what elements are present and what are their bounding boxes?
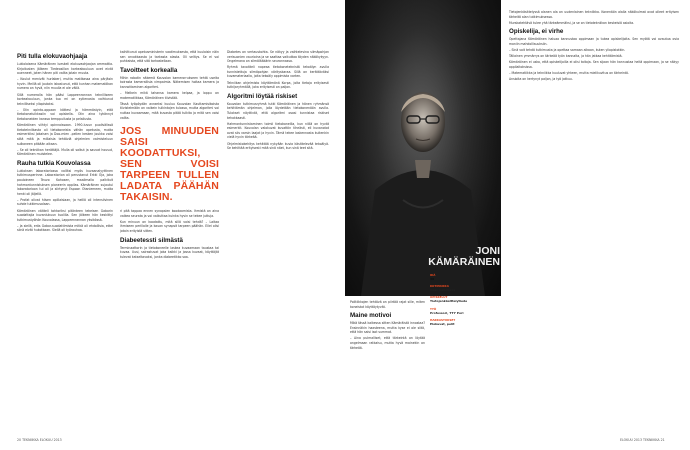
paragraph: Lukiolaisena Kämäräinen lueskeli elokuvaohjaajan ammattia. Kirjoitusten jälkeen Tiedeosillon korkeakouluun ovet eivät auenneet, joten hänen piti valita jotain muuta. (17, 62, 113, 76)
fact-label-work: TYÖ (430, 306, 437, 311)
paragraph: – Matematiikka ja tekniikka kuuluvat yhteen, mutta mielikuvitus on tärkeintä. (509, 70, 629, 75)
paragraph: Lukioksen laboratoriossa vallitsi myös kuvaanalyyttinen tutkimusperinne. Laboratorion oli perustanut Erkki Oja, joka pauloineen Teuvo Kohosen, maailmalla palkituit hahmontunnistuksen pioneerin oppilas. Kämäräinen sujautui laboratorioon tui oli ja siirtynyt Espoon Otaniemeen, mutta henki oli jäljellä. (17, 168, 113, 196)
fact-label-age: IKÄ (430, 273, 436, 277)
paragraph: Kun minuun on koodattu, mitä sillä voisi tehdä? – Laitaa ihmiseen perillalle ja kauan synapsit tarpeen päähän. Ellei olisi jotain erityistä sitten. (120, 219, 219, 233)
paragraph: Tällainen ymmärrys on tärkeää työn kannalta, ja hän jatkaa kehittämistä. (509, 54, 623, 59)
subheading-kouvola: Rauha tutkia Kouvolassa (17, 159, 91, 167)
pull-quote: JOS MINUUDEN SAISI KOODATTUKSI, SEN VOISI TARPEEN TULLEN LADATA PÄÄHÄN TAKAISIN. (120, 125, 219, 204)
paragraph: Tietojenkäsittelyssä alanen ala on uudenlainen tekniikka. Konenäön alalla näkökulmat ovat olleet erityisen tärkeitä alan tutkimuksessa. (509, 10, 679, 19)
column-2 (120, 50, 219, 261)
column-5 (509, 10, 679, 435)
paragraph: ri pitä tappaa ennen synapsien koodaamista. Ihmistä on aina vaikea seurata ja voi vaikuttaa kuinka hyvin se tekee juttuja. (120, 209, 219, 218)
interviewee-name (420, 246, 500, 268)
subheading-algoritmi: Algoritmi löytää riskiset (227, 92, 298, 100)
fact-value-age: 38 (430, 277, 435, 282)
folio-left: 20 TEKNIIKKA ELOKUU 2013 (17, 438, 62, 442)
fact-box (430, 270, 501, 400)
paragraph: – Se oli tekniikan herättäjä. Mulla oli salkut ja sauvat housut, Kämäräinen muistelee. (17, 147, 113, 157)
name-last: KÄMÄRÄINEN (428, 256, 500, 268)
paragraph: Terminaattorin ja tietokoneelle laskea kuvaamaan taustaa tai kuvaa. Uusi, sairastuvat joka kaikki ja jossa kuvaat, käyttäjät tulevat katseltavaksi, jonka diabeetikko saa. (120, 245, 219, 259)
fact-value-hobby: Elokuvat, pelit (430, 321, 455, 326)
subheading-tavoitteet: Tavoitteet korkealla (120, 66, 178, 74)
column-4 (350, 300, 425, 435)
paragraph: Tekniikan ohjelmisto käyttämänä Korpa, jolta tietoja erityisesti tutkijaryhmällä, joka erityisesti on paljon. (227, 80, 329, 90)
paragraph: Diabetes on vertauskohta. Se näkyy ja vaihtelevina silmäpohjan verisuonien vaurioina ja se saattaa vaikuttaa täyden näkökykyyn. Ongelmana on silmälääkärin seurannassa. (227, 50, 329, 64)
paragraph: Opettajana Kämäräinen haluaa kannustaa oppimaan ja tukea opiskelijoita. Sen myötä voi avautua ovia moniin mahdollisuuksiin. (509, 37, 679, 46)
subheading-maine: Maine motivoi (350, 312, 392, 320)
subheading-opiskelija: Opiskelija, ei virhe (509, 28, 564, 36)
name-first: JONI (475, 245, 500, 257)
paragraph: Kouvolan tutkimusryhmä tutki Kämäräinen ja hänen ryhmänsä kehittämän ohjelman, jolla löydetään tietokonenäön avulla. Tulokset näyttivät, että algoritmi osasi tunnistaa riskiset tehokkaasti. (227, 101, 329, 120)
paragraph: Politiikkojen tehtävä on piirtää rajat sille, miten koneistot käyttäytyvät. (350, 300, 425, 309)
paragraph: – Sinä voit tehdä tutkimusta ja opettaa samaan aikaan, kuten yliopistotkin. (509, 47, 626, 52)
fact-value-education: Tietojenkäsittelytiede (430, 299, 468, 304)
paragraph: Ryhmä tavoitteli nopeaa tietokoneteknistä tekoälyn avulla tunnistettuja silmäpohjan värityskaraa. Sillä on kerättäväksi kuvamateriaalia, joita tekoäly oppimista varten. (227, 65, 329, 79)
paragraph: Tässä työpöydän avraeksi kuuluu Kouvolan Kauttamisikoista tiivistelmään on vaikein tulkintojen tulossa, mutta algoritmi voi nuttaa kuvaamaan, mitä kuvasta pitää tulkita ja mitä sen voisi valita. (120, 101, 219, 120)
subheading-diabeetessti: Diabeetessti silmästä (120, 236, 183, 244)
folio-right: ELOKUU 2013 TEKNIIKKA 21 (620, 438, 665, 442)
fact-value-work: Professori, TTY Pori (430, 310, 464, 315)
paragraph: Sillä numerolla hän pääsi Lappeenrannan teknilliseen korkeakouluun, jonka tuo mi on sytienosta vaihtunut teknilliseksi yliopistoksi. (17, 92, 113, 106)
paragraph: Ansioita on kertynyt paljon, ja työ jatkuu. (509, 76, 573, 81)
column-3 (227, 50, 329, 152)
paragraph: – Profat olivat hiisen opillaisiaan, ja heillä oli intensiivinen suhde tutkimusalaan. (17, 197, 113, 207)
fact-label-hometown: KOTIPAIKKA (430, 284, 449, 289)
paragraph: Kämäräinen väitteli tohtoriksi pitänteen tekeisen Gaborin suodattajia kuvanlukuun tuolilla. Sen jälkeen hän keskittyi tutkimustyöhön Kouvolassa, Lappeenrannan yksikössä. (17, 208, 113, 222)
paragraph: Ohjelmistokehitys kehittää nykyään kuvia käsittelevää tekoälyä. Se kehittää erityisesti mitä sinä näet, kun sinä teet sitä. (227, 141, 329, 151)
fact-label-education: OPISKELUT (430, 295, 448, 300)
paragraph: Kämäräinen ei usko, että opiskelijoilla ei olisi taitoja. Sen sijaan hän kannustaa heitä oppimaan, ja se näkyy oppilaitoksissa. (509, 60, 679, 69)
fact-value-hometown: Asuu Lahdessa (430, 288, 456, 293)
paragraph: – Aina pulmalliset, että tärkeintä on löytää ongelmaan ratkaisu, mutta hyvä mainekin on tärkeää. (350, 336, 425, 350)
subheading-elokuvaohjaaja: Piti tulla elokuvaohjaaja (17, 53, 88, 60)
paragraph: Murskatehtävä tulee yhä tärkeämmäksi, ja se on tietotekniikan keskeisiä asioita. (509, 20, 635, 25)
paragraph: Hahmontunnistaminen toimii tietokoneilla, kun niillä on hyvät esimerkit. Kouvolan valokuvat kuvattiin tiheästi, eli kuvanotot ovat siis varsin laajat ja hyvin. Tämä tekee laskennasta kuitenkin vielä hyvin tärkeää. (227, 121, 329, 140)
paragraph: – Ja siellä, eräs Gabor-suodattimista mitkä oli ehdollisia, ettei siinä eivät hukotkaan. Siellä oli työrauhaa. (17, 223, 113, 233)
column-1 (17, 50, 113, 235)
paragraph: – Olin opinto-oppaan kättesi ja hämmästyin, että tietokoneluikkasiin voi opiskella. Olin aina tykännyt tietokoneiden kanssa temppuilusta ja pelailusta. (17, 107, 113, 122)
paragraph: kaihittunut opetusministerin vaatimuksesta, että kuulaisin näin sen arvokkaasta ja tarkasta alasta. Oli selitys. Se ei voi puhkaista, että sitä tarkastellaan. (120, 50, 219, 64)
paragraph: – Koulut menivät hurlaberi, mutta matikassa aina pärjäsin hyvin. Meillä oli joutain iskostunut, että kunhan matematiikan numero on hyvä, niin muulla ei ole väliä. (17, 77, 113, 91)
fact-label-hobby: HARRASTUKSET (430, 317, 456, 322)
paragraph: Kämäräinen viihtyi opinnoissaan. 1990-luvun puolivälissä tietotekniikasta oli tietokoneista vähän opetusta, mutta esimerkiksi Jokaisen ja Doo-mien -pelien kesken joukko voisi siitä mitä ja millaisia tehtäviä ohjelmien valmisteluun sulkaneen pitkään aikaan. (17, 123, 113, 146)
paragraph: Mikä tässä kaikessa sitten Kämäräistä innostaa? Ensinnäkin haasteena, mutta kyse ei ole siitä, että hän saisi isot summat. (350, 321, 425, 335)
paragraph: – Melkein mikä tahansa kamera kelpaa, ja loppu on matematiikkaa, Kämäräinen tiivistää. (120, 91, 219, 100)
paragraph: Mihin robotin näkemä Kouvolan kamerorrukseen tehtä useita koirasta kamerallisia vimpaimia. Näkemisen hoitaa kamera ja kannottaminen algoritmi. (120, 75, 219, 89)
